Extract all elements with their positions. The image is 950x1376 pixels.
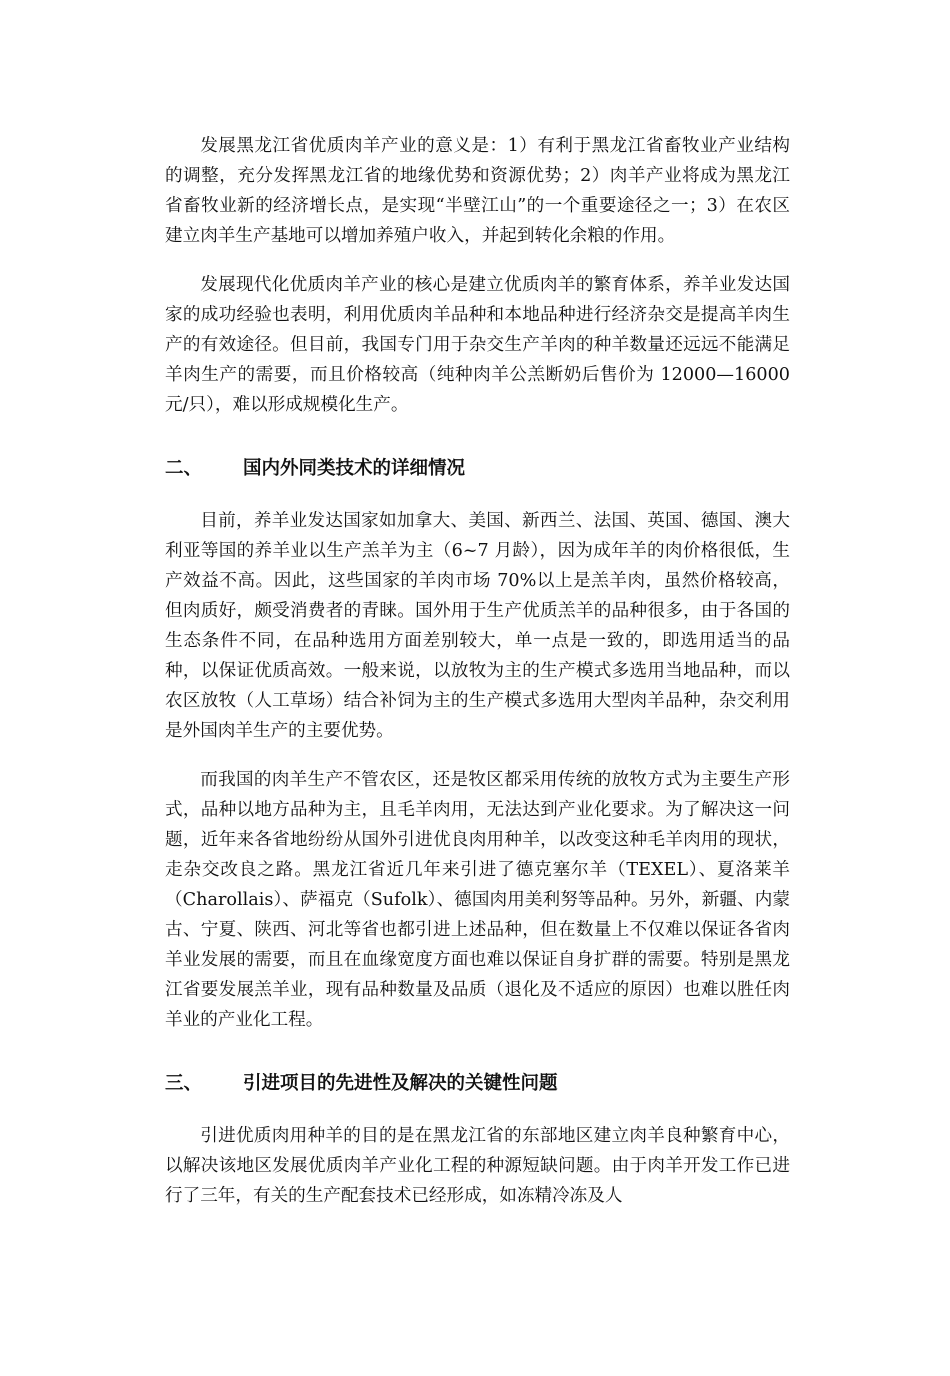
section-heading-2 <box>165 454 790 484</box>
paragraph-core-breeding-system: 发展现代化优质肉羊产业的核心是建立优质肉羊的繁育体系，养羊业发达国家的成功经验也表明，利用优质肉羊品种和本地品种进行经济杂交是提高羊肉生产的有效途径。但目前，我国专门用于杂交生产羊肉的种羊数量还远远不能满足羊肉生产的需要，而且价格较高（纯种肉羊公羔断奶后售价为 12000—16000 元/只），难以形成规模化生产。 <box>165 275 790 415</box>
section-number: 二、 <box>165 458 203 479</box>
paragraph-foreign-status: 目前，养羊业发达国家如加拿大、美国、新西兰、法国、英国、德国、澳大利亚等国的养羊业以生产羔羊为主（6~7 月龄），因为成年羊的肉价格很低，生产效益不高。因此，这些国家的羊肉市场 70%以上是羔羊肉，虽然价格较高，但肉质好，颇受消费者的青睐。国外用于生产优质羔羊的品种很多，由于各国的生态条件不同，在品种选用方面差别较大，单一点是一致的，即选用适当的品种，以保证优质高效。一般来说，以放牧为主的生产模式多选用当地品种，而以农区放牧（人工草场）结合补饲为主的生产模式多选用大型肉羊品种，杂交利用是外国肉羊生产的主要优势。 <box>165 511 790 741</box>
paragraph-project-purpose: 引进优质肉用种羊的目的是在黑龙江省的东部地区建立肉羊良种繁育中心，以解决该地区发展优质肉羊产业化工程的种源短缺问题。由于肉羊开发工作已进行了三年，有关的生产配套技术已经形成，如冻精冷冻及人 <box>165 1126 790 1206</box>
section-number: 三、 <box>165 1073 203 1094</box>
document-body <box>165 131 790 1230</box>
paragraph-domestic-status: 而我国的肉羊生产不管农区，还是牧区都采用传统的放牧方式为主要生产形式，品种以地方品种为主，且毛羊肉用，无法达到产业化要求。为了解决这一问题，近年来各省地纷纷从国外引进优良肉用种羊，以改变这种毛羊肉用的现状，走杂交改良之路。黑龙江省近几年来引进了德克塞尔羊（TEXEL）、夏洛莱羊（Charollais）、萨福克（Sufolk）、德国肉用美利努等品种。另外，新疆、内蒙古、宁夏、陕西、河北等省也都引进上述品种，但在数量上不仅难以保证各省肉羊业发展的需要，而且在血缘宽度方面也难以保证自身扩群的需要。特别是黑龙江省要发展羔羊业，现有品种数量及品质（退化及不适应的原因）也难以胜任肉羊业的产业化工程。 <box>165 770 790 1030</box>
paragraph-significance: 发展黑龙江省优质肉羊产业的意义是：1）有利于黑龙江省畜牧业产业结构的调整，充分发挥黑龙江省的地缘优势和资源优势；2）肉羊产业将成为黑龙江省畜牧业新的经济增长点，是实现“半壁江山”的一个重要途径之一；3）在农区建立肉羊生产基地可以增加养殖户收入，并起到转化余粮的作用。 <box>165 136 790 246</box>
section-title: 引进项目的先进性及解决的关键性问题 <box>243 1073 558 1094</box>
section-heading-3 <box>165 1069 790 1099</box>
section-title: 国内外同类技术的详细情况 <box>243 458 466 479</box>
